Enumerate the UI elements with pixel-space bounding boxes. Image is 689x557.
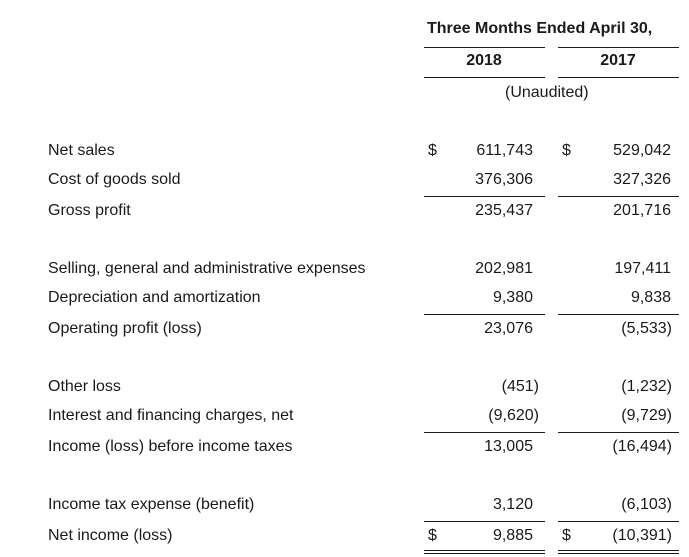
subtotal-rule <box>424 196 545 197</box>
subtotal-rule <box>558 521 679 522</box>
value-2018: 3,120 <box>492 496 533 513</box>
period-header: Three Months Ended April 30, <box>427 20 653 37</box>
row-label-operating-profit: Operating profit (loss) <box>48 320 202 337</box>
value-2017: (6,103) <box>621 496 672 513</box>
value-2018: 9,380 <box>492 289 533 306</box>
row-label-depreciation-amortization: Depreciation and amortization <box>48 289 261 306</box>
total-double-rule <box>558 550 679 551</box>
dollar-sign: $ <box>562 142 571 159</box>
total-double-rule <box>558 553 679 554</box>
value-2018: (451) <box>501 378 539 395</box>
value-2017: 9,838 <box>630 289 671 306</box>
value-2018: 611,743 <box>476 142 533 159</box>
value-2017: 327,326 <box>613 171 671 188</box>
value-2017: (16,494) <box>612 438 672 455</box>
total-double-rule <box>424 553 545 554</box>
row-label-gross-profit: Gross profit <box>48 202 131 219</box>
row-label-income-before-taxes: Income (loss) before income taxes <box>48 438 293 455</box>
value-2018: (9,620) <box>488 407 539 424</box>
header-rule-2017 <box>558 47 679 48</box>
row-label-net-sales: Net sales <box>48 142 115 159</box>
value-2018: 235,437 <box>475 202 533 219</box>
value-2018: 376,306 <box>475 171 533 188</box>
dollar-sign: $ <box>428 142 437 159</box>
value-2017: (5,533) <box>621 320 672 337</box>
subtotal-rule <box>558 314 679 315</box>
subtotal-rule <box>424 432 545 433</box>
value-2018: 202,981 <box>475 260 533 277</box>
value-2017: 197,411 <box>614 260 671 277</box>
value-2018: 9,885 <box>492 527 533 544</box>
total-double-rule <box>424 550 545 551</box>
value-2017: 201,716 <box>613 202 671 219</box>
subtotal-rule <box>558 432 679 433</box>
year-2017-header: 2017 <box>600 52 636 69</box>
row-label-sga-expenses: Selling, general and administrative expenses <box>48 260 366 277</box>
subtotal-rule <box>558 196 679 197</box>
value-2017: (10,391) <box>612 527 672 544</box>
row-label-other-loss: Other loss <box>48 378 121 395</box>
subtotal-rule <box>424 521 545 522</box>
dollar-sign: $ <box>428 527 437 544</box>
year-rule-2017 <box>558 77 679 78</box>
value-2017: (9,729) <box>621 407 672 424</box>
value-2017: (1,232) <box>621 378 672 395</box>
subtotal-rule <box>424 314 545 315</box>
header-rule-2018 <box>424 47 545 48</box>
value-2018: 23,076 <box>484 320 533 337</box>
row-label-interest-financing: Interest and financing charges, net <box>48 407 294 424</box>
value-2018: 13,005 <box>484 438 533 455</box>
dollar-sign: $ <box>562 527 571 544</box>
year-rule-2018 <box>424 77 545 78</box>
value-2017: 529,042 <box>613 142 671 159</box>
row-label-net-income: Net income (loss) <box>48 527 173 544</box>
row-label-cost-of-goods-sold: Cost of goods sold <box>48 171 181 188</box>
year-2018-header: 2018 <box>466 52 502 69</box>
unaudited-note: (Unaudited) <box>505 84 589 101</box>
row-label-income-tax: Income tax expense (benefit) <box>48 496 255 513</box>
